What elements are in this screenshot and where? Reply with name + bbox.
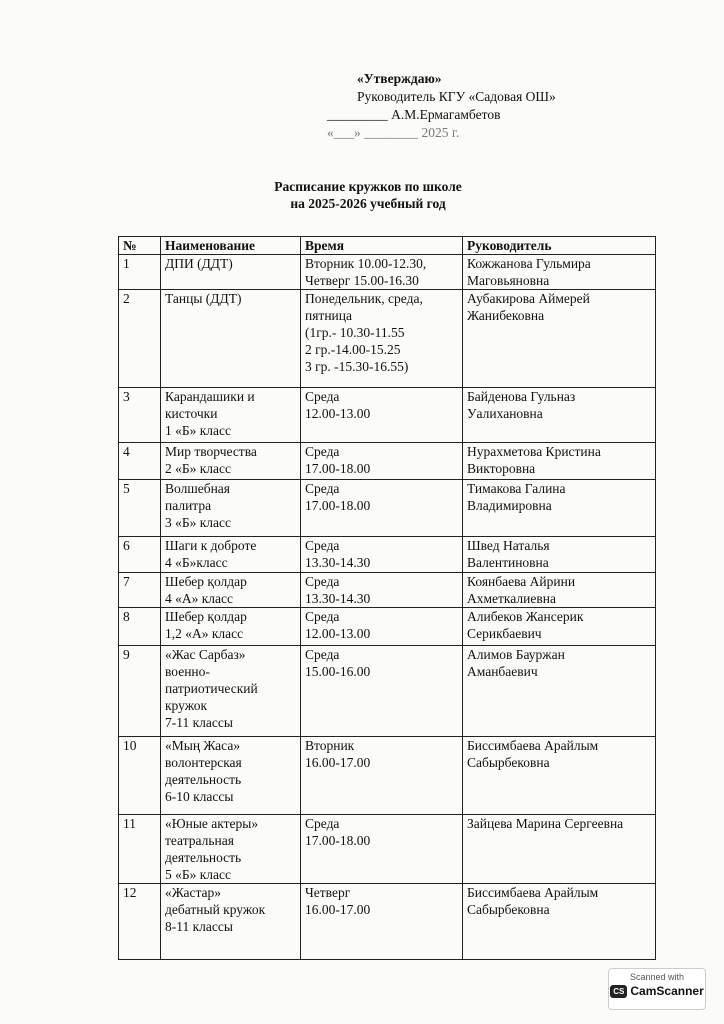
table-cell: 6 bbox=[119, 537, 161, 573]
schedule-table bbox=[118, 236, 656, 960]
table-cell: Вторник 16.00-17.00 bbox=[301, 737, 463, 815]
title-line-2: на 2025-2026 учебный год bbox=[290, 196, 446, 211]
table-cell: Нурахметова Кристина Викторовна bbox=[463, 443, 656, 480]
table-cell: Танцы (ДДТ) bbox=[161, 290, 301, 388]
table-cell: 9 bbox=[119, 646, 161, 737]
table-cell: Алибеков Жансерик Серикбаевич bbox=[463, 608, 656, 646]
table-row bbox=[119, 884, 656, 960]
table-cell: Среда 17.00-18.00 bbox=[301, 815, 463, 884]
table-cell: 4 bbox=[119, 443, 161, 480]
table-cell: Среда 15.00-16.00 bbox=[301, 646, 463, 737]
table-cell: Шебер қолдар 1,2 «А» класс bbox=[161, 608, 301, 646]
table-cell: Мир творчества 2 «Б» класс bbox=[161, 443, 301, 480]
table-cell: Зайцева Марина Сергеевна bbox=[463, 815, 656, 884]
table-row bbox=[119, 290, 656, 388]
table-row bbox=[119, 480, 656, 537]
approval-block bbox=[327, 70, 556, 142]
table-cell: Кожжанова Гульмира Маговьяновна bbox=[463, 255, 656, 290]
table-cell: Шебер қолдар 4 «А» класс bbox=[161, 573, 301, 608]
table-cell: Алимов Бауржан Аманбаевич bbox=[463, 646, 656, 737]
table-row bbox=[119, 737, 656, 815]
table-cell: ДПИ (ДДТ) bbox=[161, 255, 301, 290]
approval-position: Руководитель КГУ «Садовая ОШ» bbox=[357, 89, 556, 104]
approval-date: «___» ________ 2025 г. bbox=[327, 125, 460, 140]
approval-heading: «Утверждаю» bbox=[357, 71, 442, 86]
approval-signature: _________ А.М.Ермагамбетов bbox=[327, 107, 501, 122]
table-cell: 7 bbox=[119, 573, 161, 608]
document-title bbox=[0, 178, 724, 212]
table-row bbox=[119, 573, 656, 608]
camscanner-brand: CamScanner bbox=[630, 984, 704, 998]
column-header: № bbox=[119, 237, 161, 255]
table-cell: 8 bbox=[119, 608, 161, 646]
table-cell: 2 bbox=[119, 290, 161, 388]
table-cell: Биссимбаева Арайлым Сабырбековна bbox=[463, 737, 656, 815]
table-cell: 5 bbox=[119, 480, 161, 537]
table-cell: Аубакирова Аймерей Жанибековна bbox=[463, 290, 656, 388]
table-cell: Коянбаева Айрини Ахметкалиевна bbox=[463, 573, 656, 608]
table-cell: Волшебная палитра 3 «Б» класс bbox=[161, 480, 301, 537]
table-row bbox=[119, 608, 656, 646]
table-cell: 11 bbox=[119, 815, 161, 884]
table-cell: Карандашики и кисточки 1 «Б» класс bbox=[161, 388, 301, 443]
table-cell: Среда 17.00-18.00 bbox=[301, 480, 463, 537]
table-cell: 1 bbox=[119, 255, 161, 290]
column-header: Наименование bbox=[161, 237, 301, 255]
title-line-1: Расписание кружков по школе bbox=[274, 179, 462, 194]
table-cell: 3 bbox=[119, 388, 161, 443]
table-header bbox=[119, 237, 656, 255]
table-cell: «Жастар» дебатный кружок 8-11 классы bbox=[161, 884, 301, 960]
table-cell: «Жас Сарбаз» военно- патриотический кружок 7-11 классы bbox=[161, 646, 301, 737]
table-row bbox=[119, 443, 656, 480]
table-row bbox=[119, 255, 656, 290]
table-cell: 10 bbox=[119, 737, 161, 815]
table-row bbox=[119, 815, 656, 884]
table-row bbox=[119, 388, 656, 443]
table-cell: Четверг 16.00-17.00 bbox=[301, 884, 463, 960]
column-header: Руководитель bbox=[463, 237, 656, 255]
table-cell: 12 bbox=[119, 884, 161, 960]
table-cell: Вторник 10.00-12.30, Четверг 15.00-16.30 bbox=[301, 255, 463, 290]
table-cell: Среда 12.00-13.00 bbox=[301, 388, 463, 443]
scanned-with-label: Scanned with bbox=[629, 972, 685, 982]
column-header: Время bbox=[301, 237, 463, 255]
table-cell: Понедельник, среда, пятница (1гр.- 10.30-11.55 2 гр.-14.00-15.25 3 гр. -15.30-16.55) bbox=[301, 290, 463, 388]
table-row bbox=[119, 646, 656, 737]
camscanner-watermark bbox=[608, 968, 706, 1010]
table-cell: «Юные актеры» театральная деятельность 5 «Б» класс bbox=[161, 815, 301, 884]
table-cell: Среда 17.00-18.00 bbox=[301, 443, 463, 480]
table-cell: Среда 13.30-14.30 bbox=[301, 537, 463, 573]
table-cell: Швед Наталья Валентиновна bbox=[463, 537, 656, 573]
table-row bbox=[119, 537, 656, 573]
table-cell: «Мың Жаса» волонтерская деятельность 6-10 классы bbox=[161, 737, 301, 815]
table-cell: Среда 12.00-13.00 bbox=[301, 608, 463, 646]
table-cell: Среда 13.30-14.30 bbox=[301, 573, 463, 608]
table-cell: Шаги к доброте 4 «Б»класс bbox=[161, 537, 301, 573]
camscanner-logo-icon: CS bbox=[610, 985, 627, 998]
table-cell: Биссимбаева Арайлым Сабырбековна bbox=[463, 884, 656, 960]
table-cell: Байденова Гульназ Уалихановна bbox=[463, 388, 656, 443]
table-cell: Тимакова Галина Владимировна bbox=[463, 480, 656, 537]
